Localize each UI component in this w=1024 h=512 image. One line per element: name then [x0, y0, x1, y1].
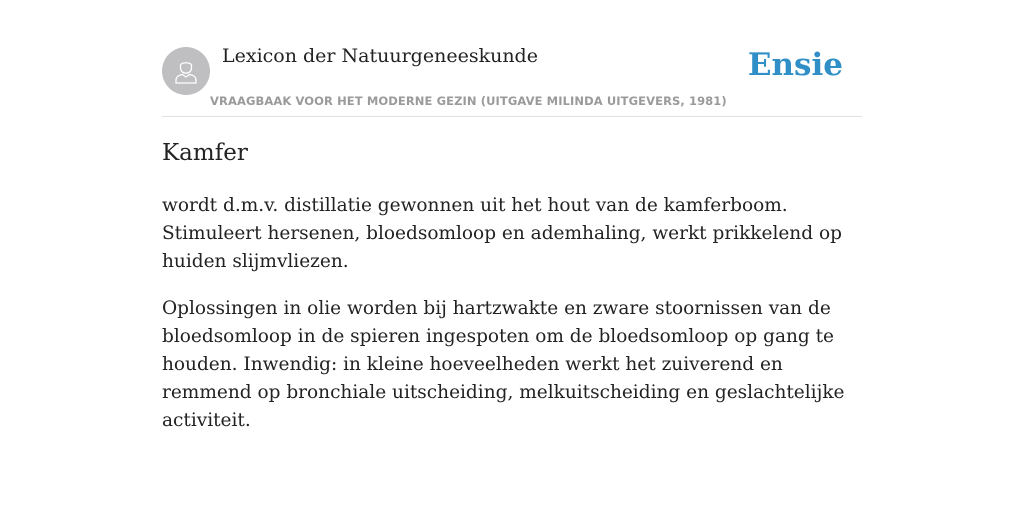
user-avatar-icon[interactable]	[162, 47, 210, 95]
person-outline-icon	[172, 57, 200, 85]
source-subtitle: VRAAGBAAK VOOR HET MODERNE GEZIN (UITGAVE MILINDA UITGEVERS, 1981)	[210, 94, 727, 108]
entry-definition	[162, 192, 862, 454]
ensie-logo-link[interactable]: Ensie	[747, 47, 843, 83]
source-title[interactable]: Lexicon der Natuurgeneeskunde	[222, 45, 538, 67]
definition-card	[162, 0, 862, 431]
source-header	[162, 0, 862, 117]
definition-paragraph: wordt d.m.v. distillatie gewonnen uit het hout van de kamferboom. Stimuleert hersenen, bloedsomloop en ademhaling, werkt prikkelend op huiden slijmvliezen.	[162, 195, 842, 272]
entry-term: Kamfer	[162, 140, 248, 166]
definition-paragraph: Oplossingen in olie worden bij hartzwakte en zware stoornissen van de bloedsomloop in de spieren ingespoten om de bloedsomloop op gang te houden. Inwendig: in kleine hoeveelheden werkt het zuiverend en remmend op bronchiale uitscheiding, melkuitscheiding en geslachtelijke activiteit.	[162, 298, 845, 431]
